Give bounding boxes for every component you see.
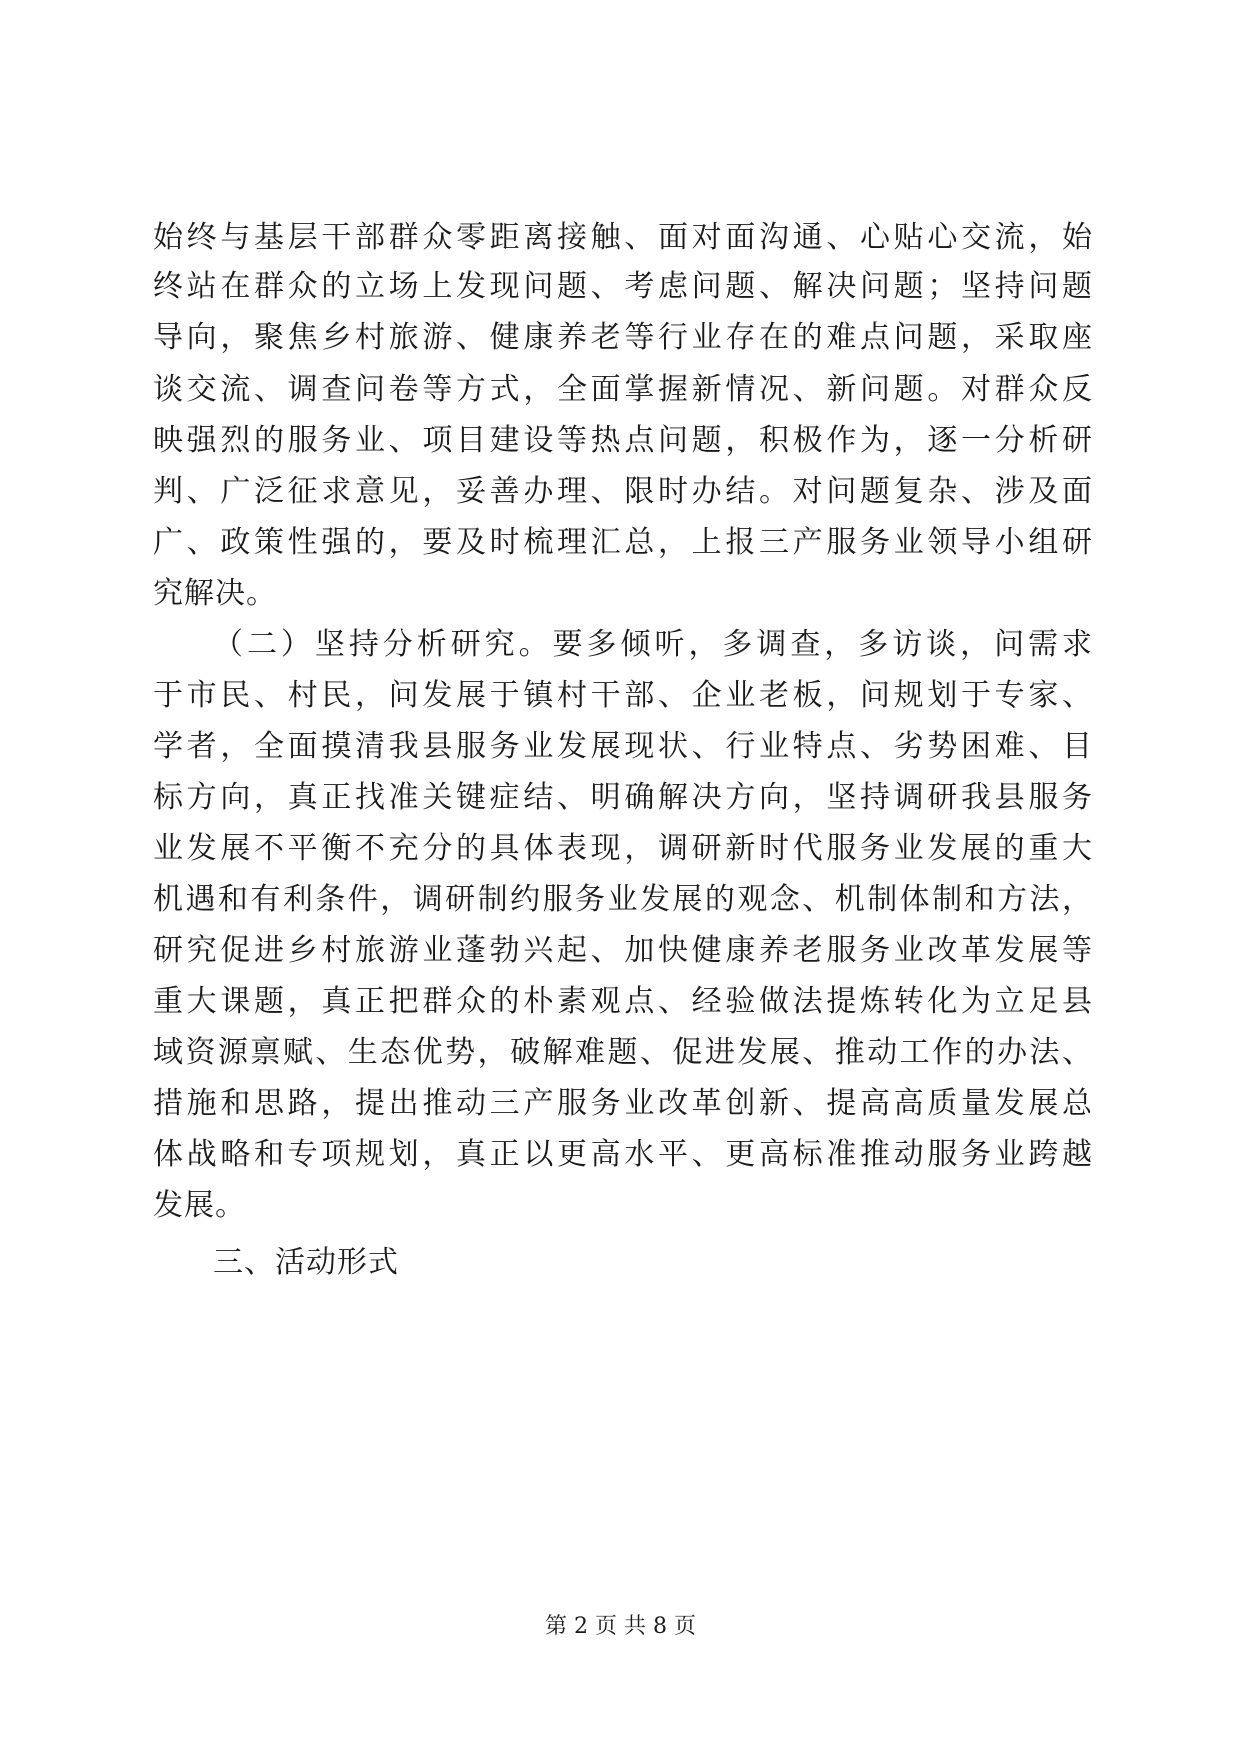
text-line: 域资源禀赋、生态优势，破解难题、促进发展、推动工作的办法、 [153, 1035, 1093, 1070]
text-line: 研究促进乡村旅游业蓬勃兴起、加快健康养老服务业改革发展等 [153, 933, 1093, 968]
text-line: 谈交流、调查问卷等方式，全面掌握新情况、新问题。对群众反 [153, 372, 1093, 407]
text-line: 三、活动形式 [213, 1245, 399, 1280]
text-line: 学者，全面摸清我县服务业发展现状、行业特点、劣势困难、目 [153, 729, 1093, 764]
text-line: 始终与基层干部群众零距离接触、面对面沟通、心贴心交流，始 [153, 220, 1093, 255]
text-line: 业发展不平衡不充分的具体表现，调研新时代服务业发展的重大 [153, 831, 1093, 866]
text-line: 究解决。 [153, 576, 277, 611]
text-line: 体战略和专项规划，真正以更高水平、更高标准推动服务业跨越 [153, 1137, 1093, 1172]
text-line: 措施和思路，提出推动三产服务业改革创新、提高高质量发展总 [153, 1086, 1093, 1121]
text-line: 标方向，真正找准关键症结、明确解决方向，坚持调研我县服务 [153, 780, 1093, 815]
text-line: 发展。 [153, 1188, 246, 1223]
page-footer: 第 2 页 共 8 页 [545, 1614, 696, 1639]
text-line: 判、广泛征求意见，妥善办理、限时办结。对问题复杂、涉及面 [153, 474, 1093, 509]
text-line: （二）坚持分析研究。要多倾听，多调查，多访谈，问需求 [213, 627, 1093, 662]
text-line: 机遇和有利条件，调研制约服务业发展的观念、机制体制和方法， [153, 882, 1093, 917]
text-line: 重大课题，真正把群众的朴素观点、经验做法提炼转化为立足县 [153, 984, 1093, 1019]
text-line: 导向，聚焦乡村旅游、健康养老等行业存在的难点问题，采取座 [153, 320, 1093, 355]
text-line: 于市民、村民，问发展于镇村干部、企业老板，问规划于专家、 [153, 678, 1093, 713]
text-line: 映强烈的服务业、项目建设等热点问题，积极作为，逐一分析研 [153, 423, 1093, 458]
text-line: 终站在群众的立场上发现问题、考虑问题、解决问题；坚持问题 [153, 269, 1093, 304]
text-line: 广、政策性强的，要及时梳理汇总，上报三产服务业领导小组研 [153, 525, 1093, 560]
